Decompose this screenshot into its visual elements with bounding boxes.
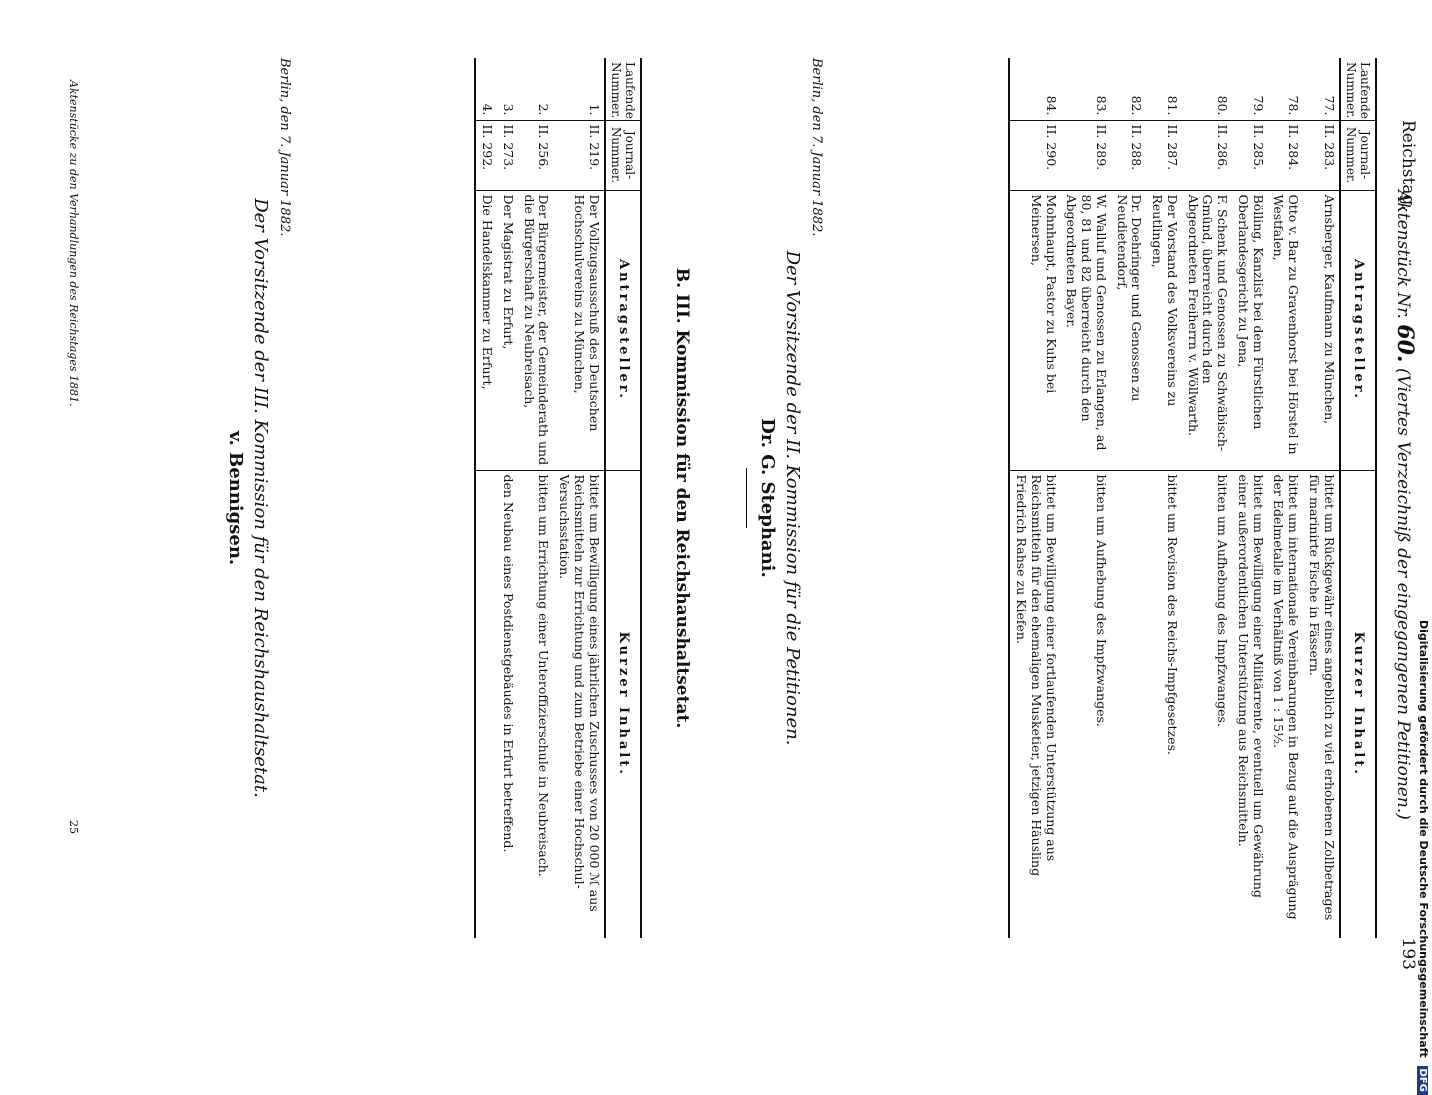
col-antragsteller: Antragsteller. — [605, 190, 641, 470]
header-number: 60. — [1392, 324, 1418, 363]
row-number: 3. — [500, 103, 516, 116]
petitioner: Otto v. Bar zu Gravenhorst bei Hörstel in Westfalen, — [1268, 190, 1304, 470]
digitization-text: Digitalisierung gefördert durch die Deutsche Forschungsgemeinschaft — [1417, 620, 1430, 1058]
journal-number: II. 284. — [1268, 120, 1304, 190]
place-date: Berlin, den 7. Januar 1882. — [809, 58, 824, 237]
table-header — [1340, 58, 1376, 938]
row-number: 2. — [536, 103, 552, 116]
row-number: 78. — [1286, 95, 1302, 116]
summary — [475, 470, 497, 938]
journal-number: II. 273. — [497, 120, 518, 190]
row-number: 83. — [1093, 95, 1109, 116]
summary: bittet um internationale Vereinbarungen in Bezug auf die Ausprägung der Edelmetalle im Verhältniß von 1 : 15½. — [1268, 470, 1304, 938]
journal-number: II. 290. — [1009, 120, 1060, 190]
col-nr: Laufende Nummer. — [605, 58, 641, 120]
summary: bitten um Aufhebung des Impfzwanges. — [1061, 470, 1111, 938]
header-prefix: Aktenstück Nr. — [1393, 190, 1413, 319]
col-nr: Laufende Nummer. — [1340, 58, 1376, 120]
summary: bittet um Bewilligung einer Militärrente, eventuell um Gewährung einer außerordentlichen Unterstützung aus Reichsmitteln. — [1232, 470, 1268, 938]
table-row — [1061, 58, 1111, 938]
col-journal: Journal-Nummer. — [605, 120, 641, 190]
summary: bitten um Aufhebung des Impfzwanges. — [1182, 470, 1232, 938]
summary: bittet um Revision des Reichs-Impfgesetzes. — [1146, 470, 1182, 938]
summary: bittet um Bewilligung einer fortlaufenden Unterstützung aus Reichsmitteln für den ehemaligen Musketier, jetzigen Häusling Friedrich Rahse zu Kiefen. — [1009, 470, 1060, 938]
section-heading: B. III. Kommission für den Reichshaushaltsetat. — [672, 267, 692, 729]
signature-title: Der Vorsitzende der III. Kommission für den Reichshaushaltsetat. — [250, 198, 271, 798]
table-header — [605, 58, 641, 938]
digitization-credit — [1410, 620, 1430, 1092]
signature-block-1 — [746, 58, 824, 938]
footer-note: Aktenstücke zu den Verhandlungen des Reichstages 1881. — [67, 80, 80, 407]
journal-number: II. 289. — [1061, 120, 1111, 190]
table-row — [1009, 58, 1060, 938]
petitioner: Der Vollzugsausschuß des Deutschen Hochschulvereins zu München, — [553, 190, 604, 470]
petitioner: Der Magistrat zu Erfurt, — [497, 190, 518, 470]
signature-name: Dr. G. Stephani. — [757, 418, 778, 578]
petitions-table-2 — [474, 58, 642, 938]
petitioner: Der Vorstand des Volksvereins zu Reutlingen, — [1146, 190, 1182, 470]
journal-number: II. 285. — [1232, 120, 1268, 190]
signature-name: v. Bennigsen. — [225, 430, 246, 566]
petitioner: Bölling, Kanzlist bei dem Fürstlichen Oberlandesgericht zu Jena, — [1232, 190, 1268, 470]
table-row — [1303, 58, 1340, 938]
journal-number: II. 288. — [1111, 120, 1147, 190]
col-antragsteller: Antragsteller. — [1340, 190, 1376, 470]
table-row — [475, 58, 497, 938]
col-journal: Journal-Nummer. — [1340, 120, 1376, 190]
summary: bitten um Errichtung einer Unteroffizierschule in Neubreisach. — [518, 470, 554, 938]
petitioner: W. Walluf und Genossen zu Erlangen, ad 80, 81 und 82 überreicht durch den Abgeordneten Bayer. — [1061, 190, 1111, 470]
table-row — [1146, 58, 1182, 938]
table-row — [497, 58, 518, 938]
summary: den Neubau eines Postdienstgebäudes in Erfurt betreffend. — [497, 470, 518, 938]
petitioner: Der Bürgermeister, der Gemeinderath und die Bürgerschaft zu Neubreisach, — [518, 190, 554, 470]
row-number: 84. — [1043, 95, 1059, 116]
petitioner: Mohnhaupt, Pastor zu Kuhs bei Meinersen, — [1009, 190, 1060, 470]
divider — [746, 468, 747, 528]
petitioner: F. Schenk und Genossen zu Schwäbisch-Gmünd, überreicht durch den Abgeordneten Freiherrn v. Wöllwarth. — [1182, 190, 1232, 470]
journal-number: II. 256. — [518, 120, 554, 190]
journal-number: II. 292. — [475, 120, 497, 190]
row-number: 82. — [1129, 95, 1145, 116]
table-row — [1268, 58, 1304, 938]
petitioner: Arnsberger, Kaufmann zu München, — [1303, 190, 1340, 470]
place-date: Berlin, den 7. Januar 1882. — [277, 58, 292, 237]
petitioner: Dr. Doehringer und Genossen zu Neudietendorf, — [1111, 190, 1147, 470]
dfg-logo-icon: DFG — [1417, 1066, 1428, 1095]
table-row — [1111, 58, 1147, 938]
summary: bittet um Bewilligung eines jährlichen Zuschusses von 20 000 ℳ aus Reichsmitteln zur Errichtung und zum Betriebe einer Hochschul-Versuchsstation. — [553, 470, 604, 938]
footer-page-number: 25 — [67, 820, 80, 834]
journal-number: II. 286. — [1182, 120, 1232, 190]
row-number: 79. — [1250, 95, 1266, 116]
journal-number: II. 283. — [1303, 120, 1340, 190]
page-number: 193 — [1398, 937, 1418, 970]
journal-number: II. 219. — [553, 120, 604, 190]
petitions-table-1 — [1008, 58, 1377, 938]
row-number: 81. — [1164, 95, 1180, 116]
row-number: 80. — [1215, 95, 1231, 116]
summary — [1111, 470, 1147, 938]
table-row — [553, 58, 604, 938]
table-row — [1232, 58, 1268, 938]
petitioner: Die Handelskammer zu Erfurt, — [475, 190, 497, 470]
journal-number: II. 287. — [1146, 120, 1182, 190]
row-number: 1. — [586, 103, 602, 116]
summary: bittet um Rückgewähr eines angeblich zu viel erhobenen Zollbetrages für marinirte Fische in Fässern. — [1303, 470, 1340, 938]
row-number: 4. — [480, 103, 496, 116]
table-row — [1182, 58, 1232, 938]
header-left: Reichstag. — [1398, 120, 1418, 211]
signature-title: Der Vorsitzende der II. Kommission für die Petitionen. — [782, 250, 803, 746]
header-suffix: (Viertes Verzeichniß der eingegangenen Petitionen.) — [1393, 367, 1413, 820]
table-row — [518, 58, 554, 938]
col-inhalt: Kurzer Inhalt. — [605, 470, 641, 938]
col-inhalt: Kurzer Inhalt. — [1340, 470, 1376, 938]
row-number: 77. — [1321, 95, 1337, 116]
signature-block-2 — [225, 58, 292, 938]
